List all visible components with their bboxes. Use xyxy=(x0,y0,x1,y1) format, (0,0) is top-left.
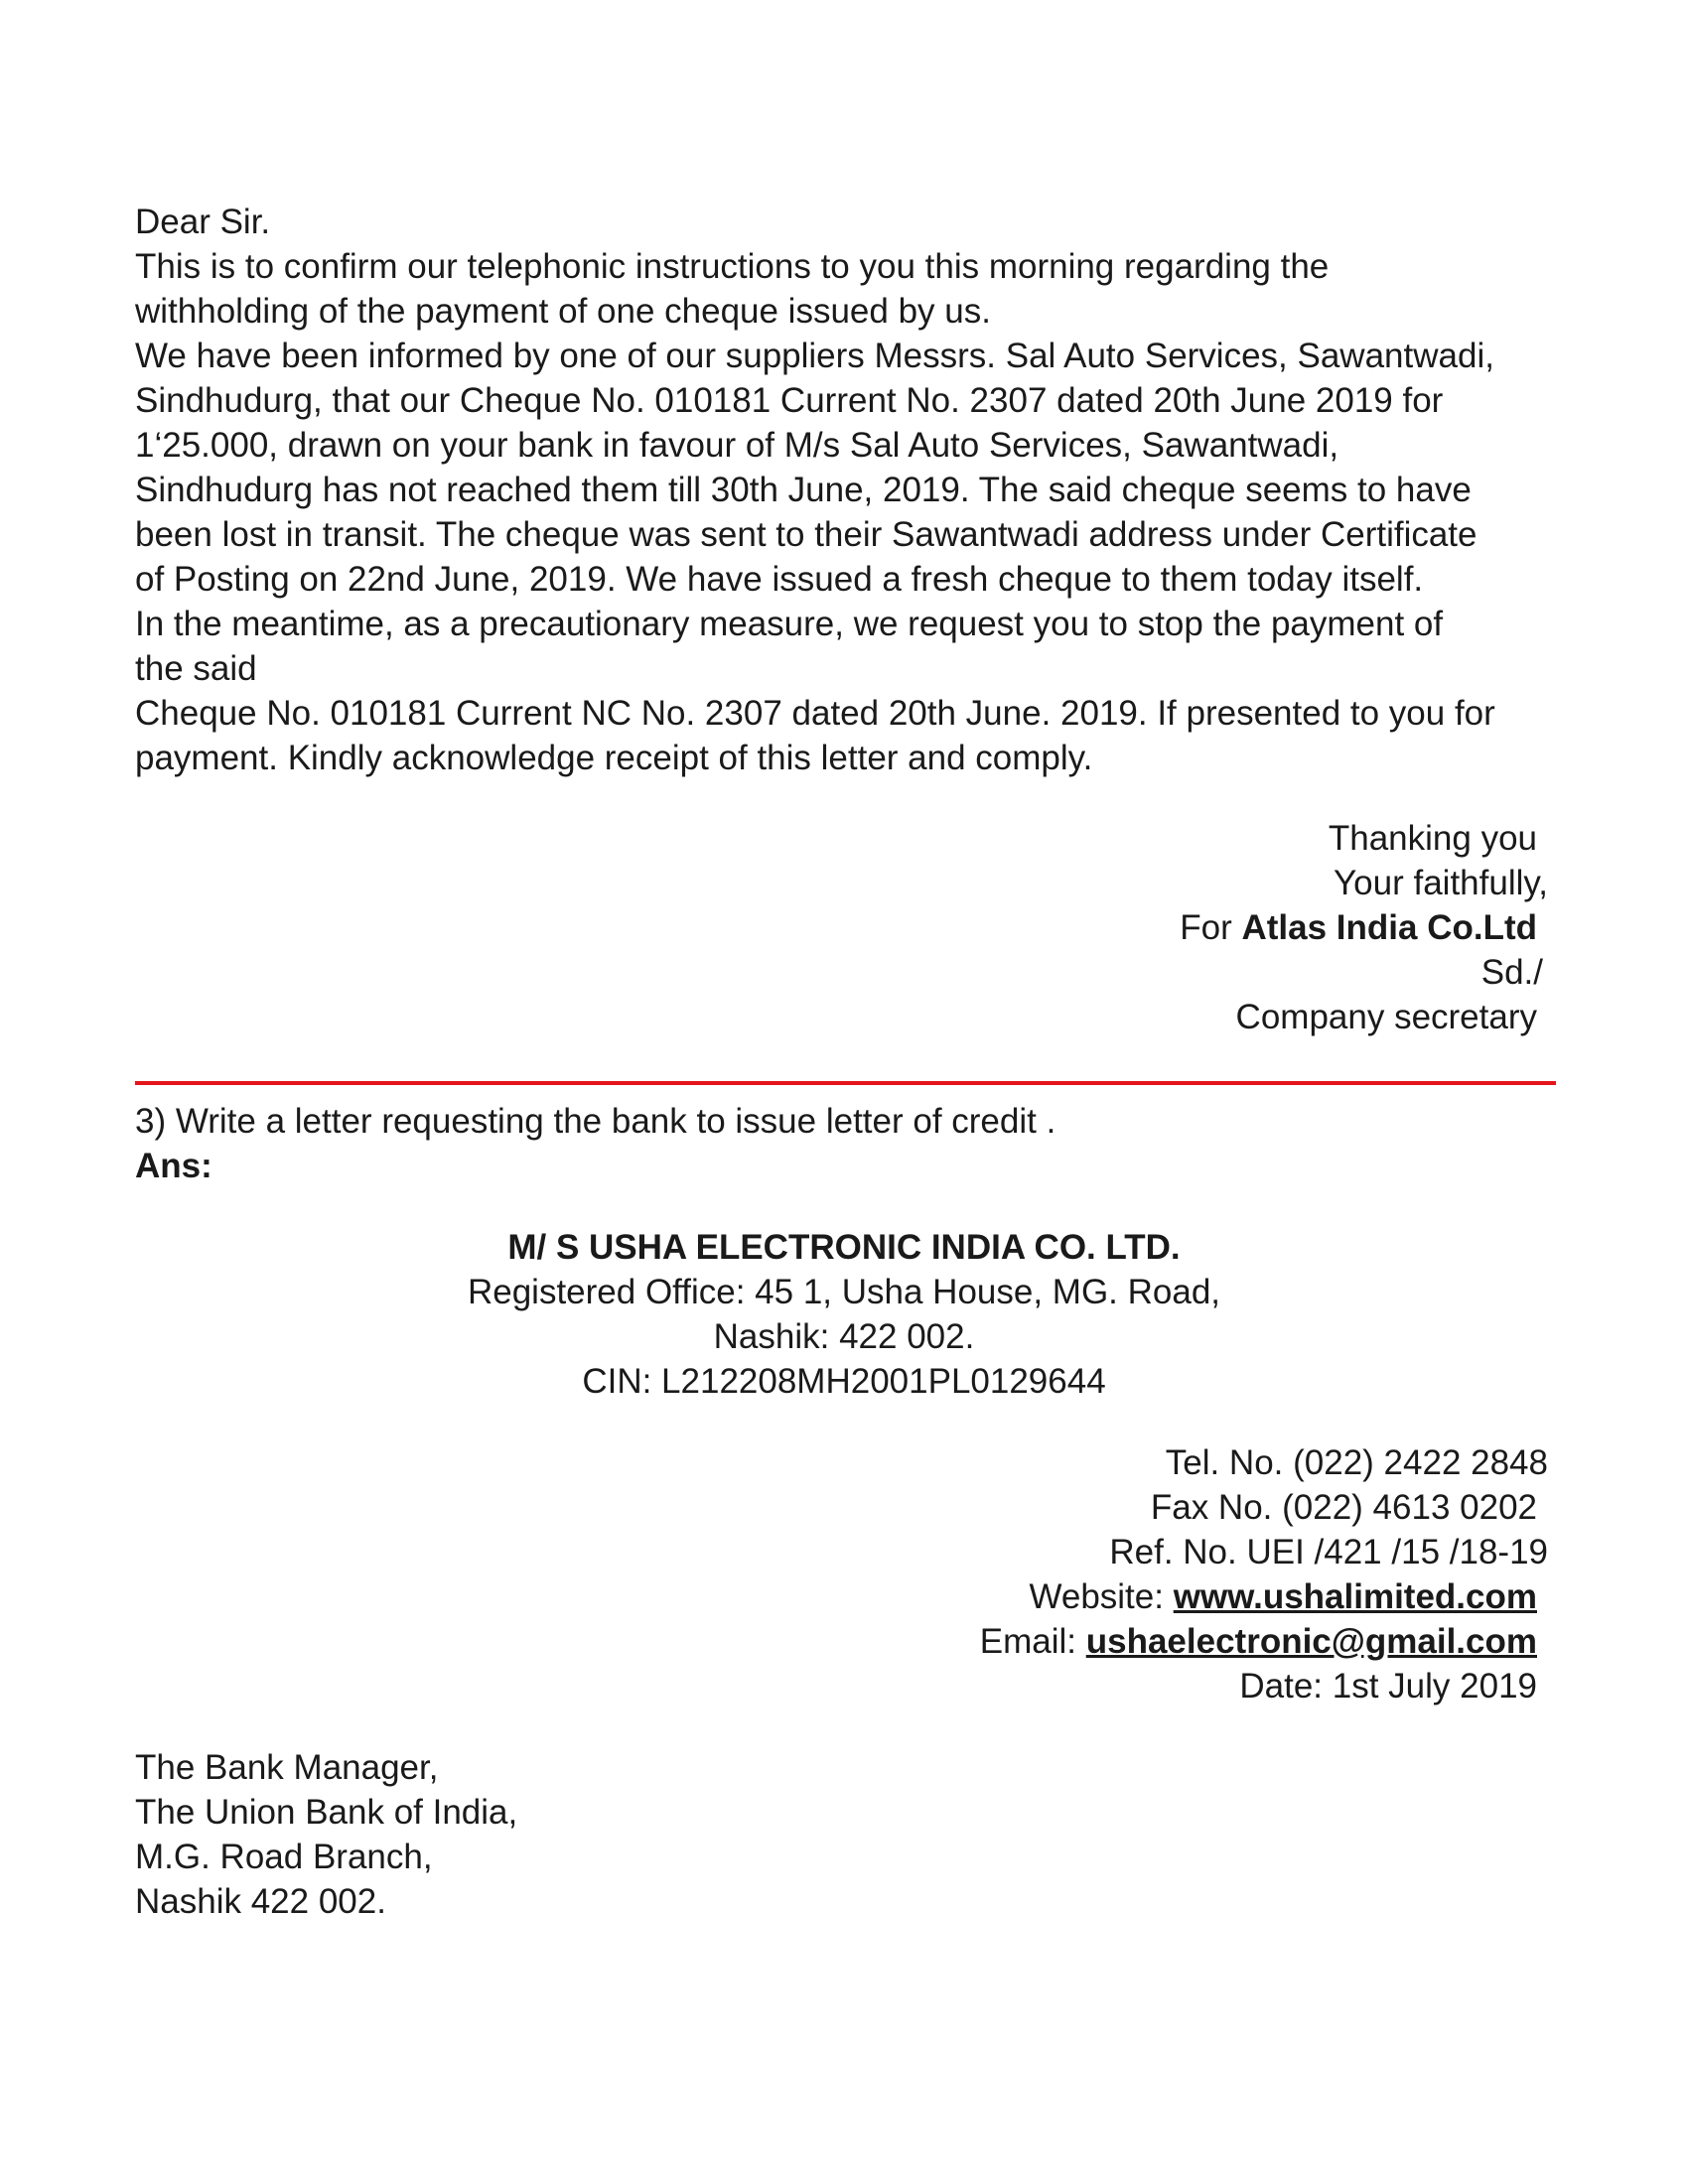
closing-faithfully: Your faithfully, xyxy=(1334,864,1548,902)
body-line: Sindhudurg, that our Cheque No. 010181 Current No. 2307 dated 20th June 2019 for xyxy=(135,381,1444,420)
body-line: In the meantime, as a precautionary measure, we request you to stop the payment of xyxy=(135,605,1444,643)
designation: Company secretary xyxy=(1235,998,1537,1036)
closing-for-company xyxy=(1180,910,1537,945)
letterhead-address-line: Nashik: 422 002. xyxy=(713,1317,975,1356)
for-prefix: For xyxy=(1180,908,1232,947)
contact-email xyxy=(980,1624,1537,1659)
contact-website xyxy=(1029,1579,1537,1614)
body-line: This is to confirm our telephonic instructions to you this morning regarding the xyxy=(135,247,1330,286)
body-line: been lost in transit. The cheque was sent to their Sawantwadi address under Certificate xyxy=(135,515,1477,554)
letter-date: Date: 1st July 2019 xyxy=(1239,1667,1537,1706)
body-line: We have been informed by one of our suppliers Messrs. Sal Auto Services, Sawantwadi, xyxy=(135,337,1494,375)
recipient-line: The Union Bank of India, xyxy=(135,1793,518,1832)
recipient-line: Nashik 422 002. xyxy=(135,1882,386,1921)
letterhead-cin: CIN: L212208MH2001PL0129644 xyxy=(582,1362,1106,1401)
question-text: 3) Write a letter requesting the bank to issue letter of credit . xyxy=(135,1102,1056,1141)
contact-ref: Ref. No. UEI /421 /15 /18-19 xyxy=(1109,1533,1548,1571)
body-line: Sindhudurg has not reached them till 30th June, 2019. The said cheque seems to have xyxy=(135,471,1472,509)
closing-thanking: Thanking you xyxy=(1328,819,1537,858)
body-line: Cheque No. 010181 Current NC No. 2307 dated 20th June. 2019. If presented to you for xyxy=(135,694,1495,733)
signature-mark: Sd./ xyxy=(1480,953,1543,992)
body-line: withholding of the payment of one cheque issued by us. xyxy=(135,292,991,331)
letterhead-company-name: M/ S USHA ELECTRONIC INDIA CO. LTD. xyxy=(507,1228,1181,1267)
company-name: Atlas India Co.Ltd xyxy=(1241,908,1537,947)
email-label: Email: xyxy=(979,1622,1076,1661)
website-label: Website: xyxy=(1029,1577,1164,1616)
recipient-line: M.G. Road Branch, xyxy=(135,1838,433,1876)
section-divider xyxy=(135,1081,1556,1085)
contact-fax: Fax No. (022) 4613 0202 xyxy=(1150,1488,1537,1527)
salutation: Dear Sir. xyxy=(135,203,271,241)
letterhead-address-line: Registered Office: 45 1, Usha House, MG. Road, xyxy=(467,1273,1221,1311)
email-link[interactable]: ushaelectronic@gmail.com xyxy=(1085,1622,1537,1661)
body-line: 1‘25.000, drawn on your bank in favour of M/s Sal Auto Services, Sawantwadi, xyxy=(135,426,1339,465)
body-line: the said xyxy=(135,649,257,688)
answer-label: Ans: xyxy=(135,1147,212,1185)
website-link[interactable]: www.ushalimited.com xyxy=(1173,1577,1537,1616)
body-line: of Posting on 22nd June, 2019. We have issued a fresh cheque to them today itself. xyxy=(135,560,1424,599)
contact-tel: Tel. No. (022) 2422 2848 xyxy=(1165,1443,1548,1482)
body-line: payment. Kindly acknowledge receipt of this letter and comply. xyxy=(135,739,1093,777)
recipient-line: The Bank Manager, xyxy=(135,1748,439,1787)
